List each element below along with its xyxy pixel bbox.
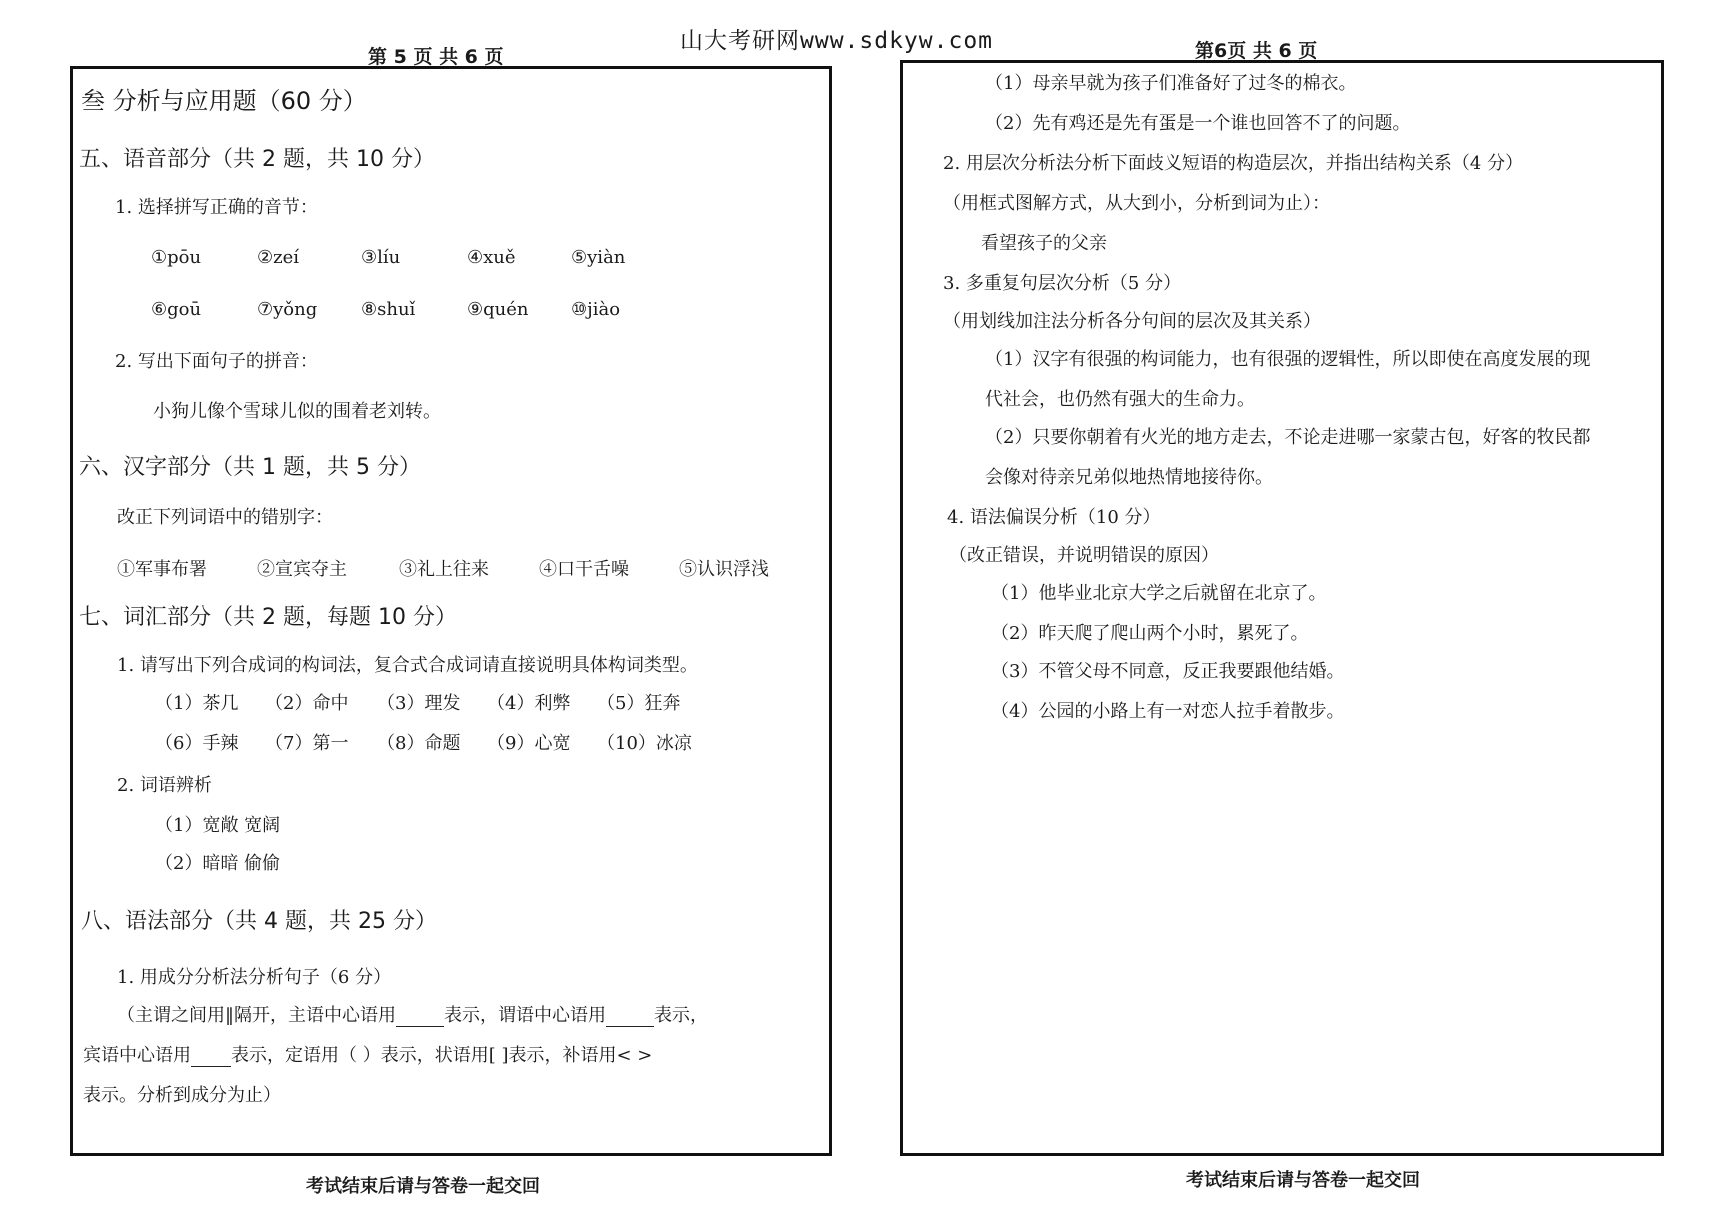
right-page-frame <box>900 60 1664 1156</box>
r-q3-2-line-2: 会像对待亲兄弟似地热情地接待你。 <box>985 467 1273 488</box>
compound-row-2 <box>155 733 717 755</box>
left-page-content <box>73 69 829 1153</box>
section-5-title: 五、语音部分（共 2 题，共 10 分） <box>79 147 435 172</box>
answer-blank <box>606 1008 654 1027</box>
r-q4-note: （改正错误，并说明错误的原因） <box>949 545 1219 566</box>
s7-pair-1: （1）宽敞 宽阔 <box>155 815 281 836</box>
part-title: 叁 分析与应用题（60 分） <box>81 87 367 115</box>
s6-instruction: 改正下列词语中的错别字： <box>117 507 333 528</box>
pinyin-option: ③líu <box>361 247 401 268</box>
r-q3-1-line-2: 代社会，也仍然有强大的生命力。 <box>985 389 1255 410</box>
r-q3-note: （用划线加注法分析各分句间的层次及其关系） <box>943 311 1321 332</box>
pinyin-option: ⑩jiào <box>571 299 621 320</box>
s8-q1-note-line-3: 表示。分析到成分为止） <box>83 1085 281 1106</box>
r-q2-phrase: 看望孩子的父亲 <box>981 233 1107 254</box>
compound-word: （3）理发 <box>377 693 461 714</box>
left-page-number: 第 5 页 共 6 页 <box>368 46 504 68</box>
right-footer-note: 考试结束后请与答卷一起交回 <box>1186 1170 1420 1191</box>
s7-pair-2: （2）暗暗 偷偷 <box>155 853 281 874</box>
r-q4-2: （2）昨天爬了爬山两个小时，累死了。 <box>991 623 1309 644</box>
pinyin-row-1 <box>151 247 671 269</box>
compound-word: （8）命题 <box>377 733 461 754</box>
r-q3: 3. 多重复句层次分析（5 分） <box>943 273 1182 294</box>
pinyin-option: ⑦yǒng <box>257 299 318 320</box>
right-page-content <box>903 63 1661 1153</box>
compound-word: （1）茶几 <box>155 693 239 714</box>
pinyin-option: ①pōu <box>151 247 202 268</box>
s5-q2-sentence: 小狗儿像个雪球儿似的围着老刘转。 <box>153 401 441 422</box>
typo-word: ①军事布署 <box>117 559 207 580</box>
site-watermark: 山大考研网www.sdkyw.com <box>680 28 994 54</box>
compound-word: （7）第一 <box>265 733 349 754</box>
pinyin-option: ⑥goū <box>151 299 202 320</box>
pinyin-option: ⑨quén <box>467 299 529 320</box>
answer-blank <box>396 1008 444 1027</box>
pinyin-option: ⑧shuǐ <box>361 299 416 320</box>
section-7-title: 七、词汇部分（共 2 题，每题 10 分） <box>79 605 457 630</box>
compound-word: （2）命中 <box>265 693 349 714</box>
r-sentence-2: （2）先有鸡还是先有蛋是一个谁也回答不了的问题。 <box>985 113 1411 134</box>
s8-q1-note-line-2: 宾语中心语用 表示，定语用（ ）表示，状语用[ ]表示，补语用< > <box>83 1045 653 1066</box>
r-q3-2-line-1: （2）只要你朝着有火光的地方走去，不论走进哪一家蒙古包，好客的牧民都 <box>985 427 1591 448</box>
r-sentence-1: （1）母亲早就为孩子们准备好了过冬的棉衣。 <box>985 73 1357 94</box>
compound-word: （6）手辣 <box>155 733 239 754</box>
r-q4-4: （4）公园的小路上有一对恋人拉手着散步。 <box>991 701 1345 722</box>
r-q4-1: （1）他毕业北京大学之后就留在北京了。 <box>991 583 1327 604</box>
s7-q1: 1. 请写出下列合成词的构词法，复合式合成词请直接说明具体构词类型。 <box>117 655 698 676</box>
compound-word: （10）冰凉 <box>597 733 692 754</box>
typo-word: ③礼上往来 <box>399 559 489 580</box>
pinyin-option: ⑤yiàn <box>571 247 626 268</box>
typo-word: ②宣宾夺主 <box>257 559 347 580</box>
left-footer-note: 考试结束后请与答卷一起交回 <box>306 1176 540 1197</box>
section-6-title: 六、汉字部分（共 1 题，共 5 分） <box>79 455 421 480</box>
r-q2: 2. 用层次分析法分析下面歧义短语的构造层次，并指出结构关系（4 分） <box>943 153 1524 174</box>
answer-blank <box>191 1048 231 1067</box>
compound-word: （4）利弊 <box>487 693 571 714</box>
r-q4: 4. 语法偏误分析（10 分） <box>947 507 1161 528</box>
s7-q2: 2. 词语辨析 <box>117 775 212 796</box>
pinyin-option: ②zeí <box>257 247 300 268</box>
left-page-frame <box>70 66 832 1156</box>
right-page-number: 第6页 共 6 页 <box>1195 40 1318 62</box>
s5-q2: 2. 写出下面句子的拼音： <box>115 351 318 372</box>
pinyin-option: ④xuě <box>467 247 516 268</box>
r-q3-1-line-1: （1）汉字有很强的构词能力，也有很强的逻辑性，所以即使在高度发展的现 <box>985 349 1591 370</box>
r-q4-3: （3）不管父母不同意，反正我要跟他结婚。 <box>991 661 1345 682</box>
compound-row-1 <box>155 693 707 715</box>
typo-word: ⑤认识浮浅 <box>679 559 769 580</box>
s5-q1: 1. 选择拼写正确的音节： <box>115 197 318 218</box>
pinyin-row-2 <box>151 299 671 321</box>
s8-q1: 1. 用成分分析法分析句子（6 分） <box>117 967 392 988</box>
compound-word: （9）心宽 <box>487 733 571 754</box>
r-q2-note: （用框式图解方式，从大到小，分析到词为止）： <box>943 193 1330 214</box>
compound-word: （5）狂奔 <box>597 693 681 714</box>
typo-word: ④口干舌噪 <box>539 559 629 580</box>
s8-q1-note-line-1: （主谓之间用‖隔开，主语中心语用 表示，谓语中心语用 表示， <box>117 1005 708 1026</box>
typo-word-row <box>117 559 799 581</box>
section-8-title: 八、语法部分（共 4 题，共 25 分） <box>81 909 437 934</box>
